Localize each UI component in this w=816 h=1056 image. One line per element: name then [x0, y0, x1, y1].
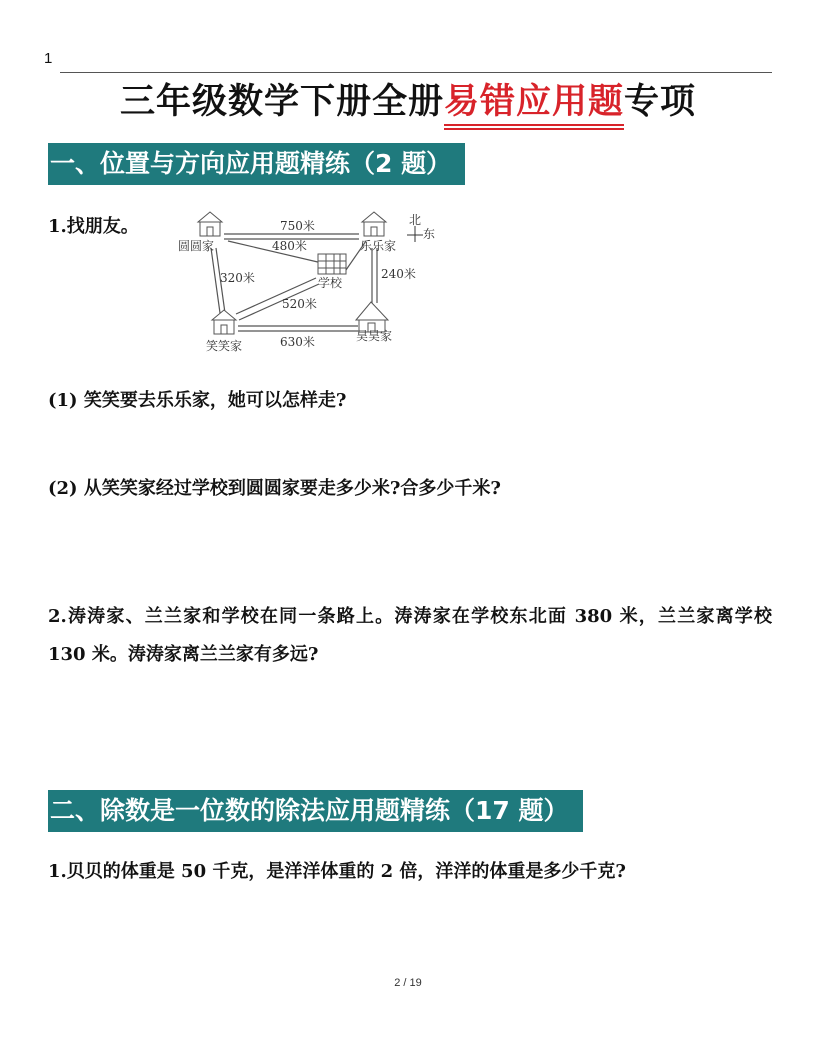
- label-lele-home: 乐乐家: [360, 239, 397, 253]
- page-number: 1: [44, 50, 53, 67]
- question-1-part-1: (1) 笑笑要去乐乐家，她可以怎样走?: [48, 390, 347, 411]
- question-1-label: 1.找朋友。: [48, 216, 139, 237]
- label-school: 学校: [318, 276, 343, 290]
- distance-750: 750米: [280, 219, 315, 233]
- question-2: 2.涛涛家、兰兰家和学校在同一条路上。涛涛家在学校东北面 380 米，兰兰家离学校 130 米。涛涛家离兰兰家有多远?: [48, 606, 772, 665]
- title-highlight: [444, 82, 624, 122]
- label-xiaoxiao-home: 笑笑家: [206, 339, 243, 353]
- section1-heading: 一、位置与方向应用题精练（2 题）: [48, 143, 465, 185]
- title-part-2: 专项: [624, 82, 697, 122]
- title-highlight-text: 易错应用题: [443, 82, 624, 122]
- page-title: [0, 74, 816, 124]
- page-footer: 2 / 19: [394, 977, 422, 989]
- question-1-part-2: (2) 从笑笑家经过学校到圆圆家要走多少米?合多少千米?: [48, 478, 501, 499]
- distance-320: 320米: [220, 271, 255, 285]
- label-haohao-home: 昊昊家: [356, 329, 393, 343]
- school-building-icon: [318, 254, 346, 274]
- house-icon-xiaoxiao: [212, 310, 236, 334]
- header-rule: [60, 72, 772, 73]
- house-icon-haohao: [356, 302, 388, 332]
- section2-question-1: 1.贝贝的体重是 50 千克，是洋洋体重的 2 倍，洋洋的体重是多少千克?: [48, 861, 626, 882]
- house-icon-yuanyuan: [198, 212, 222, 236]
- title-underline: [444, 124, 624, 126]
- distance-240: 240米: [381, 267, 416, 281]
- compass-east-label: 东: [423, 227, 436, 241]
- label-yuanyuan-home: 圆圆家: [178, 239, 215, 253]
- distance-480: 480米: [272, 239, 307, 253]
- distance-520: 520米: [282, 297, 317, 311]
- compass-north-label: 北: [409, 213, 422, 227]
- road-left-a: [211, 248, 220, 313]
- section2-heading: 二、除数是一位数的除法应用题精练（17 题）: [48, 790, 583, 832]
- house-icon-lele: [362, 212, 386, 236]
- distance-630: 630米: [280, 335, 315, 349]
- title-part-1: 三年级数学下册全册: [119, 82, 444, 122]
- title-underline-2: [444, 128, 624, 130]
- location-map-figure: [176, 208, 446, 358]
